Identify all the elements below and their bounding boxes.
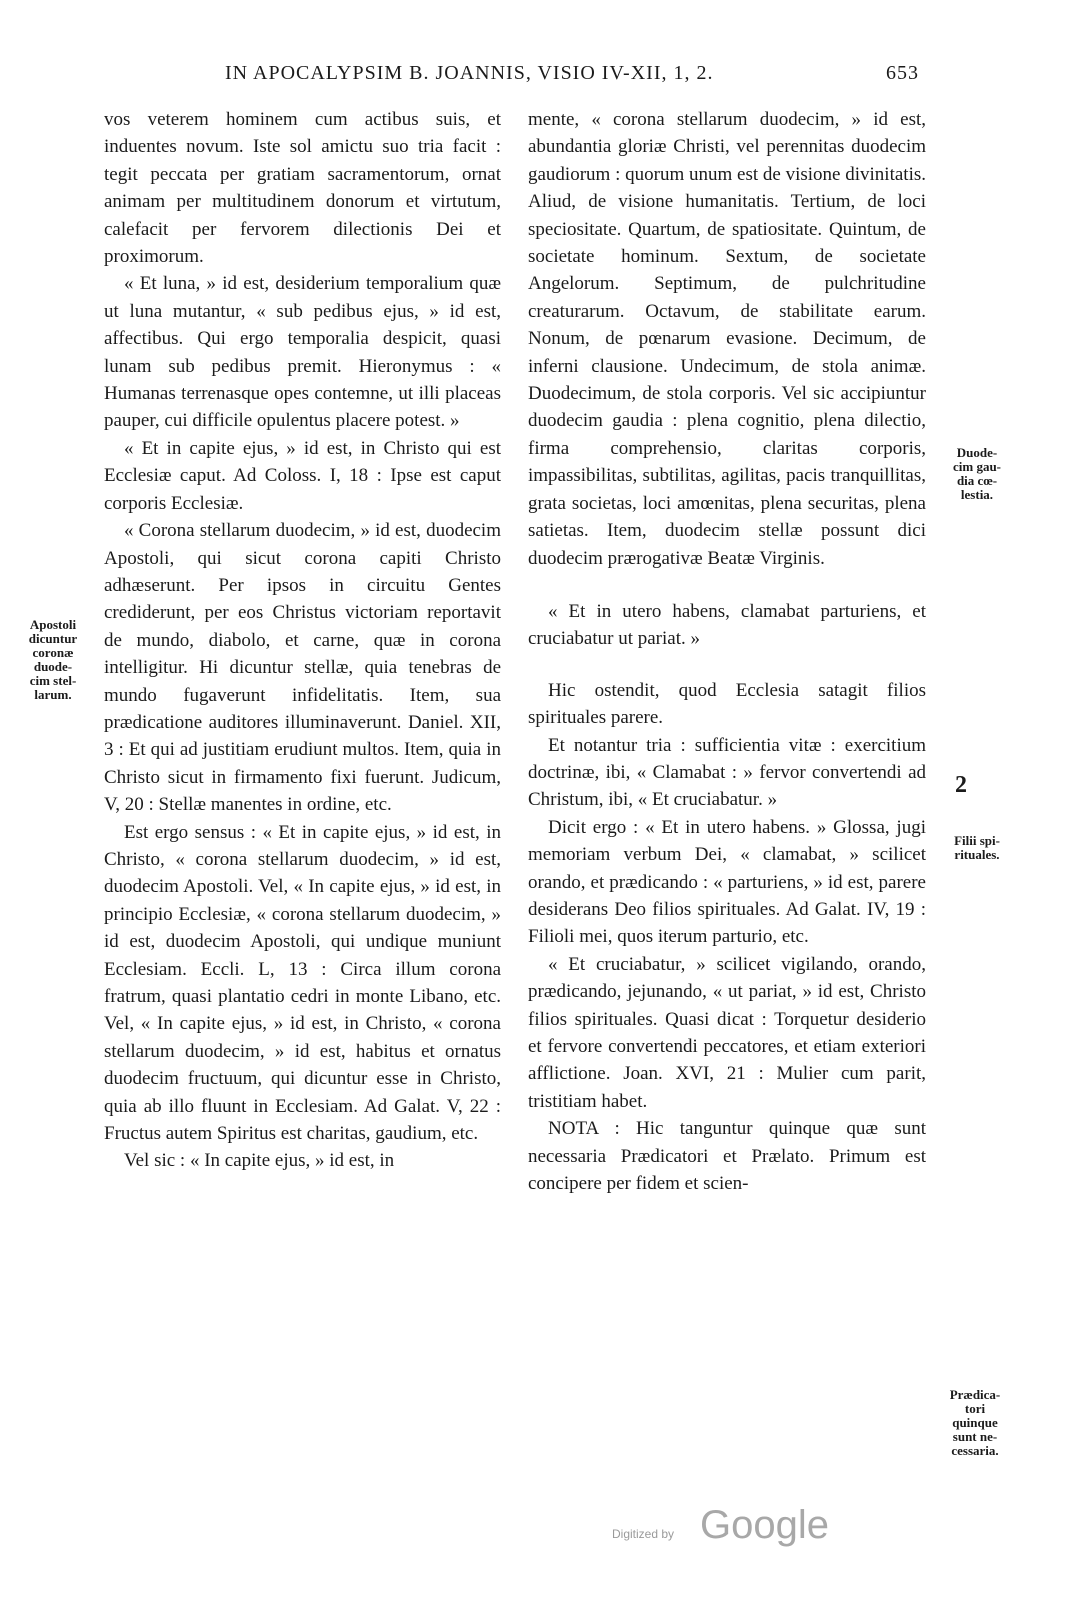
paragraph: « Corona stellarum duodecim, » id est, duodecim Apostoli, qui sicut corona capiti Christo adhæserunt. Per ipsos in circuitu Gentes crediderunt, per eos Christus victoriam reportavit de mundo, diabolo, et carne, quæ in corona intelligitur. Hi dicuntur stellæ, quia tenebras de mundo fugaverunt infidelitatis. Item, sua prædicatione auditores illuminaverunt. Daniel. XII, 3 : Et qui ad justitiam erudiunt multos. Item, quia in Christo sicut in firmamento fixi fuerunt. Judicum, V, 20 : Stellæ manentes in ordine, etc. [104, 520, 501, 816]
paragraph: mente, « corona stellarum duodecim, » id est, abundantia gloriæ Christi, vel perennitas duodecim gaudiorum : quorum unum est de visione divinitatis. Aliud, de visione humanitatis. Tertium, de loci speciositate. Quartum, de spatiositate. Quintum, de societate hominum. Sextum, de societate Angelorum. Septimum, de pulchritudine creaturarum. Octavum, de stabilitate earum. Nonum, de pœnarum evasione. Decimum, de inferni clausione. Undecimum, de stola animæ. Duodecimum, de stola corporis. Vel sic accipiuntur duodecim gaudia : plena cognitio, plena dilectio, firma comprehensio, claritas corporis, impassibilitas, subtilitas, agilitas, pacis tranquillitas, grata societas, loci amœnitas, plena securitas, plena satietas. Item, duodecim stellæ possunt dici duodecim prærogativæ Beatæ Virginis. [528, 109, 926, 569]
paragraph: vos veterem hominem cum actibus suis, et induentes novum. Iste sol amictu suo tria facit : tegit peccata per gratiam sacramentorum, ornat animam per multitudinem donorum et virtutum, calefacit per fervorem dilectionis Dei et proximorum. [104, 109, 501, 268]
page-header [0, 62, 1076, 94]
margin-note-line: larum. [34, 687, 72, 702]
margin-note-apostoli [14, 618, 92, 702]
margin-note-line: cim stel- [29, 673, 77, 688]
digitization-watermark [612, 1503, 832, 1547]
digitized-by-label: Digitized by [612, 1527, 675, 1541]
margin-note-line: dia cœ- [956, 473, 998, 488]
paragraph: Vel sic : « In capite ejus, » id est, in [124, 1150, 395, 1172]
paragraph: Hic ostendit, quod Ecclesia satagit filios spirituales parere. [528, 679, 926, 729]
margin-note-praedicatori [938, 1388, 1012, 1458]
paragraph: « Et cruciabatur, » scilicet vigilando, orando, prædicando, jejunando, « ut pariat, » id est, Christo filios spirituales. Quasi dicat : Torquetur desiderio et fervore convertendi peccatores, et etiam exteriori afflictione. Joan. XVI, 21 : Mulier cum parit, tristitiam habet. [528, 953, 926, 1112]
verse-text: « Et in utero habens, clamabat parturiens, et cruciabatur ut pariat. » [528, 600, 926, 650]
right-column [528, 106, 926, 1197]
google-logo: Google [700, 1503, 829, 1547]
margin-note-gaudia [942, 446, 1012, 502]
margin-note-line: Prædica- [949, 1387, 1001, 1402]
margin-note-line: quinque [952, 1415, 998, 1430]
margin-note-line: Apostoli [29, 617, 77, 632]
paragraph: NOTA : Hic tanguntur quinque quæ sunt necessaria Prædicatori et Prælato. Primum est concipere per fidem et scien- [528, 1118, 926, 1195]
paragraph: Et notantur tria : sufficientia vitæ : exercitium doctrinæ, ibi, « Clamabat : » fervor convertendi ad Christum, ibi, « Et cruciabatur. » [528, 734, 926, 811]
margin-note-line: dicuntur [28, 631, 78, 646]
paragraph: Dicit ergo : « Et in utero habens. » Glossa, jugi memoriam verbum Dei, « clamabat, » scilicet orando, et prædicando : « parturiens, » id est, parere desiderans Deo filios spirituales. Ad Galat. IV, 19 : Filioli mei, quos iterum parturio, etc. [528, 816, 926, 948]
margin-note-line: sunt ne- [952, 1429, 998, 1444]
left-column [104, 106, 501, 1175]
margin-note-line: duode- [33, 659, 73, 674]
paragraph: Est ergo sensus : « Et in capite ejus, » id est, in Christo, « corona stellarum duodecim, » id est, duodecim Apostoli. Vel, « In capite ejus, » id est, in principio Ecclesiæ, « corona stellarum duodecim, » id est, duodecim Apostoli, qui undique muniunt Ecclesiam. Eccli. L, 13 : Circa illum corona fratrum, quasi plantatio cedri in monte Libano, etc. Vel, « In capite ejus, » id est, in Christo, « corona stellarum duodecim, » id est, habitus et ornatus duodecim fructuum, qui dicuntur esse in Christo, quia ab illo fluunt in Ecclesiam. Ad Galat. V, 22 : Fructus autem Spiritus est charitas, gaudium, etc. [104, 821, 501, 1145]
verse-number: 2 [955, 772, 967, 798]
margin-note-line: Filii spi- [954, 833, 1000, 848]
paragraph: « Et luna, » id est, desiderium temporalium quæ ut luna mutantur, « sub pedibus ejus, » id est, affectibus. Qui ergo temporalia despicit, quasi lunam sub pedibus premit. Hieronymus : « Humanas terrenasque opes contemne, ut illi placeas pauper, cui difficile opulentus placere potest. » [104, 273, 501, 432]
running-title: IN APOCALYPSIM B. JOANNIS, VISIO IV-XII, 1, 2. [225, 62, 714, 84]
margin-note-line: cessaria. [951, 1443, 999, 1458]
margin-note-filii [940, 834, 1014, 862]
margin-note-line: rituales. [954, 847, 1000, 862]
margin-note-line: lestia. [960, 487, 994, 502]
page-number: 653 [886, 62, 919, 84]
margin-note-line: tori [964, 1401, 986, 1416]
margin-note-line: coronæ [32, 645, 74, 660]
margin-note-line: Duode- [956, 445, 998, 460]
paragraph: « Et in capite ejus, » id est, in Christo qui est Ecclesiæ caput. Ad Coloss. I, 18 : Ipse est caput corporis Ecclesiæ. [104, 437, 501, 514]
margin-note-line: cim gau- [952, 459, 1002, 474]
